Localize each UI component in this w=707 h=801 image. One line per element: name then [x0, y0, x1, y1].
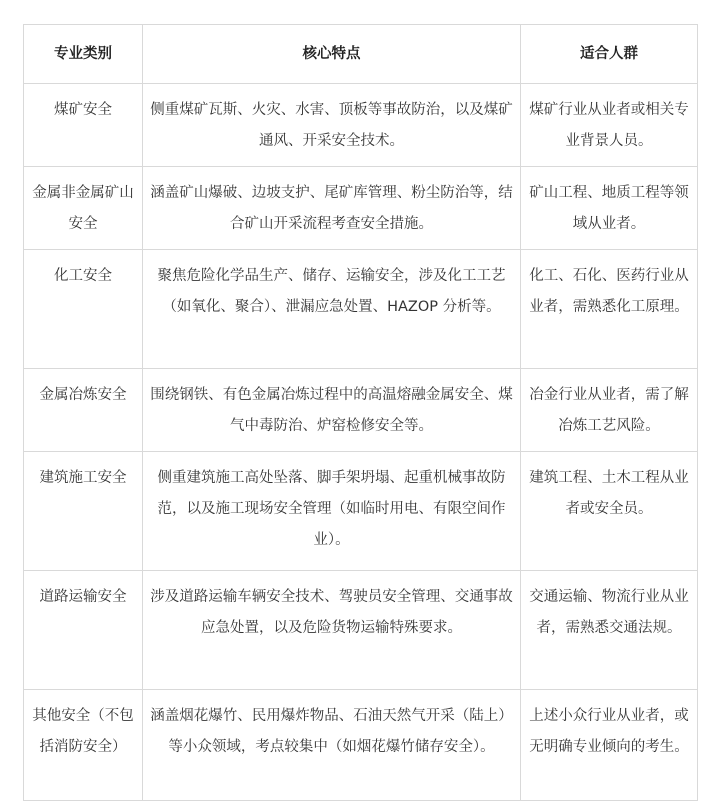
- cell-features: 围绕钢铁、有色金属冶炼过程中的高温熔融金属安全、煤气中毒防治、炉窑检修安全等。: [143, 369, 521, 452]
- cell-category: 金属非金属矿山安全: [24, 167, 143, 250]
- cell-features: 侧重建筑施工高处坠落、脚手架坍塌、起重机械事故防范，以及施工现场安全管理（如临时用电、有限空间作业）。: [143, 452, 521, 571]
- header-category: 专业类别: [24, 25, 143, 84]
- cell-category: 煤矿安全: [24, 84, 143, 167]
- cell-category: 金属冶炼安全: [24, 369, 143, 452]
- table-row: [24, 690, 698, 801]
- table-row: [24, 167, 698, 250]
- cell-audience: 矿山工程、地质工程等领域从业者。: [521, 167, 698, 250]
- cell-audience: 上述小众行业从业者，或无明确专业倾向的考生。: [521, 690, 698, 801]
- header-audience: 适合人群: [521, 25, 698, 84]
- cell-category: 其他安全（不包括消防安全）: [24, 690, 143, 801]
- table-header-row: [24, 25, 698, 84]
- header-features: 核心特点: [143, 25, 521, 84]
- specialty-comparison-table: [23, 24, 698, 801]
- cell-category: 道路运输安全: [24, 571, 143, 690]
- table-row: [24, 571, 698, 690]
- cell-features: 涵盖烟花爆竹、民用爆炸物品、石油天然气开采（陆上）等小众领域，考点较集中（如烟花爆竹储存安全）。: [143, 690, 521, 801]
- cell-features: 侧重煤矿瓦斯、火灾、水害、顶板等事故防治，以及煤矿通风、开采安全技术。: [143, 84, 521, 167]
- cell-audience: 化工、石化、医药行业从业者，需熟悉化工原理。: [521, 250, 698, 369]
- cell-audience: 建筑工程、土木工程从业者或安全员。: [521, 452, 698, 571]
- cell-audience: 冶金行业从业者，需了解冶炼工艺风险。: [521, 369, 698, 452]
- cell-audience: 交通运输、物流行业从业者，需熟悉交通法规。: [521, 571, 698, 690]
- cell-features: 聚焦危险化学品生产、储存、运输安全，涉及化工工艺（如氧化、聚合）、泄漏应急处置、HAZOP 分析等。: [143, 250, 521, 369]
- cell-audience: 煤矿行业从业者或相关专业背景人员。: [521, 84, 698, 167]
- table-row: [24, 84, 698, 167]
- cell-category: 化工安全: [24, 250, 143, 369]
- cell-features: 涵盖矿山爆破、边坡支护、尾矿库管理、粉尘防治等，结合矿山开采流程考查安全措施。: [143, 167, 521, 250]
- cell-features: 涉及道路运输车辆安全技术、驾驶员安全管理、交通事故应急处置，以及危险货物运输特殊要求。: [143, 571, 521, 690]
- table-row: [24, 250, 698, 369]
- cell-category: 建筑施工安全: [24, 452, 143, 571]
- table-row: [24, 369, 698, 452]
- table-row: [24, 452, 698, 571]
